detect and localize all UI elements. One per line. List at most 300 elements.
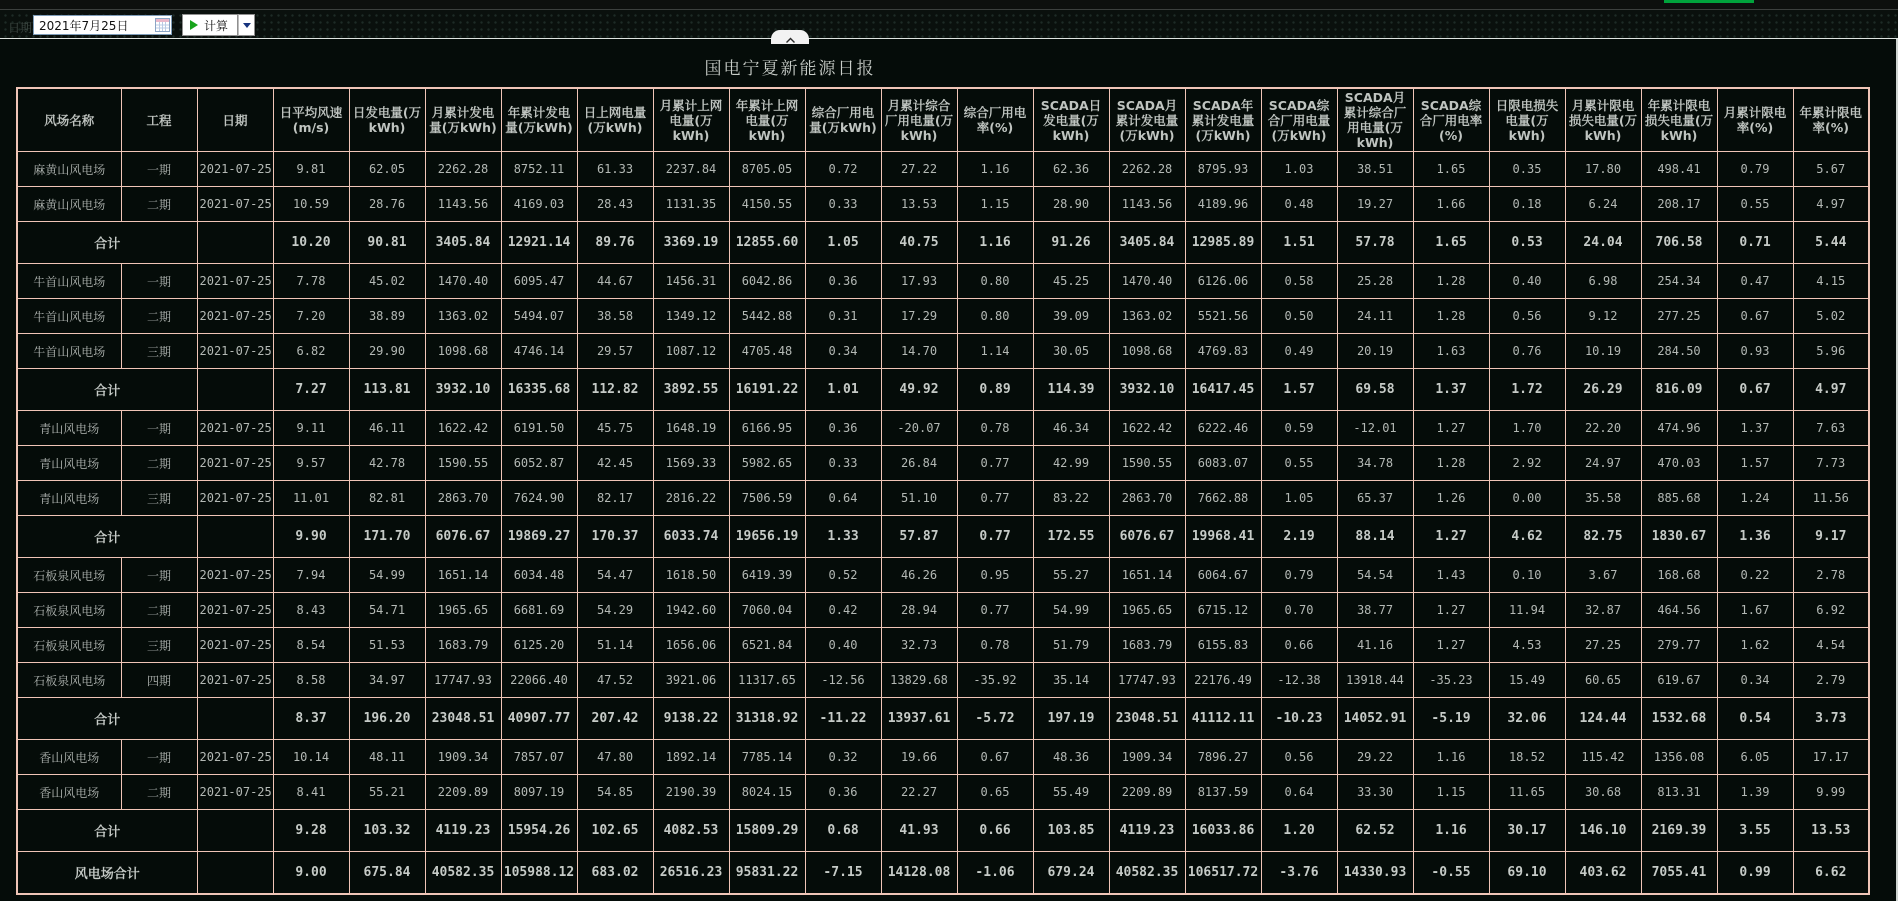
table-cell: 170.37: [577, 516, 653, 558]
table-cell: [197, 698, 273, 740]
table-cell: 44.67: [577, 264, 653, 299]
table-cell: 四期: [121, 663, 197, 698]
table-cell: 29.90: [349, 334, 425, 369]
table-cell: 2816.22: [653, 481, 729, 516]
table-cell: 9138.22: [653, 698, 729, 740]
table-cell: 1.20: [1261, 810, 1337, 852]
table-cell: -10.23: [1261, 698, 1337, 740]
table-cell: 4189.96: [1185, 187, 1261, 222]
table-cell: 1683.79: [1109, 628, 1185, 663]
table-cell: 0.33: [805, 446, 881, 481]
table-row: [17, 593, 1869, 628]
table-cell: 22066.40: [501, 663, 577, 698]
table-cell: 0.93: [1717, 334, 1793, 369]
table-cell: 1.27: [1413, 411, 1489, 446]
table-cell: 69.10: [1489, 852, 1565, 894]
table-cell: 19968.41: [1185, 516, 1261, 558]
table-cell: 40907.77: [501, 698, 577, 740]
table-cell: 1456.31: [653, 264, 729, 299]
table-cell: 41.93: [881, 810, 957, 852]
table-cell: 13.53: [881, 187, 957, 222]
table-cell: 一期: [121, 152, 197, 187]
table-cell: 3932.10: [1109, 369, 1185, 411]
table-cell: 3921.06: [653, 663, 729, 698]
table-cell: 61.33: [577, 152, 653, 187]
table-cell: 0.47: [1717, 264, 1793, 299]
table-cell: 4.53: [1489, 628, 1565, 663]
table-cell: 89.76: [577, 222, 653, 264]
table-cell: 16335.68: [501, 369, 577, 411]
table-cell: 1.24: [1717, 481, 1793, 516]
table-cell: 10.19: [1565, 334, 1641, 369]
table-cell: 4.97: [1793, 187, 1869, 222]
table-cell: 0.78: [957, 628, 1033, 663]
table-cell: 1648.19: [653, 411, 729, 446]
table-cell: 8.37: [273, 698, 349, 740]
table-cell: 168.68: [1641, 558, 1717, 593]
table-cell: 106517.72: [1185, 852, 1261, 894]
table-cell: 13829.68: [881, 663, 957, 698]
table-cell: 2021-07-25: [197, 411, 273, 446]
table-cell: 51.14: [577, 628, 653, 663]
calculate-dropdown-button[interactable]: [238, 14, 255, 36]
table-cell: 42.45: [577, 446, 653, 481]
table-cell: 1.37: [1413, 369, 1489, 411]
table-cell: 4.97: [1793, 369, 1869, 411]
table-cell: 5.44: [1793, 222, 1869, 264]
table-cell: 0.49: [1261, 334, 1337, 369]
table-cell: 5521.56: [1185, 299, 1261, 334]
table-cell: 8097.19: [501, 775, 577, 810]
table-cell: -12.38: [1261, 663, 1337, 698]
table-cell: 34.78: [1337, 446, 1413, 481]
table-cell: 11.56: [1793, 481, 1869, 516]
collapse-panel-tab[interactable]: [771, 30, 809, 44]
table-cell: 1363.02: [1109, 299, 1185, 334]
table-cell: 1.27: [1413, 593, 1489, 628]
table-cell: 4769.83: [1185, 334, 1261, 369]
table-cell: 4.54: [1793, 628, 1869, 663]
table-cell: 0.52: [805, 558, 881, 593]
table-cell: 17.17: [1793, 740, 1869, 775]
table-cell: 2021-07-25: [197, 663, 273, 698]
table-cell: 55.27: [1033, 558, 1109, 593]
table-cell: 1656.06: [653, 628, 729, 663]
table-cell: 0.55: [1717, 187, 1793, 222]
table-cell: 284.50: [1641, 334, 1717, 369]
table-cell: 105988.12: [501, 852, 577, 894]
column-header: 日平均风速(m/s): [273, 88, 349, 152]
table-cell: 1.57: [1717, 446, 1793, 481]
table-cell: 6033.74: [653, 516, 729, 558]
table-cell: 三期: [121, 481, 197, 516]
table-cell: 17.29: [881, 299, 957, 334]
table-row: [17, 411, 1869, 446]
column-header: 综合厂用电量(万kWh): [805, 88, 881, 152]
table-cell: 57.78: [1337, 222, 1413, 264]
table-cell: 8137.59: [1185, 775, 1261, 810]
table-cell: 9.28: [273, 810, 349, 852]
table-row: [17, 152, 1869, 187]
table-cell: [197, 810, 273, 852]
table-cell: 牛首山风电场: [17, 264, 121, 299]
header-row: [17, 88, 1869, 152]
subtotal-row: [17, 222, 1869, 264]
table-cell: 石板泉风电场: [17, 663, 121, 698]
table-cell: 合计: [17, 369, 197, 411]
table-cell: 1349.12: [653, 299, 729, 334]
table-cell: 498.41: [1641, 152, 1717, 187]
table-cell: 2.79: [1793, 663, 1869, 698]
column-header: SCADA月累计综合厂用电量(万kWh): [1337, 88, 1413, 152]
table-cell: 1651.14: [425, 558, 501, 593]
table-cell: 19.27: [1337, 187, 1413, 222]
table-cell: 4169.03: [501, 187, 577, 222]
table-cell: 牛首山风电场: [17, 334, 121, 369]
table-cell: 8024.15: [729, 775, 805, 810]
table-cell: 279.77: [1641, 628, 1717, 663]
table-cell: 2209.89: [425, 775, 501, 810]
date-value: 2021年7月25日: [39, 18, 129, 33]
table-cell: 46.11: [349, 411, 425, 446]
table-cell: 83.22: [1033, 481, 1109, 516]
table-cell: 6.82: [273, 334, 349, 369]
column-header: 日上网电量(万kWh): [577, 88, 653, 152]
table-cell: 5442.88: [729, 299, 805, 334]
table-row: [17, 187, 1869, 222]
table-cell: 4119.23: [1109, 810, 1185, 852]
table-cell: 0.80: [957, 264, 1033, 299]
table-cell: -0.55: [1413, 852, 1489, 894]
table-cell: 38.58: [577, 299, 653, 334]
table-cell: 0.42: [805, 593, 881, 628]
table-cell: 15.49: [1489, 663, 1565, 698]
table-cell: 3.73: [1793, 698, 1869, 740]
table-cell: 2.78: [1793, 558, 1869, 593]
table-cell: 45.75: [577, 411, 653, 446]
table-cell: 9.99: [1793, 775, 1869, 810]
table-cell: 54.54: [1337, 558, 1413, 593]
table-cell: 31318.92: [729, 698, 805, 740]
table-cell: 1.67: [1717, 593, 1793, 628]
table-cell: 6076.67: [1109, 516, 1185, 558]
table-cell: 54.99: [349, 558, 425, 593]
table-cell: 6.05: [1717, 740, 1793, 775]
table-cell: 9.90: [273, 516, 349, 558]
table-cell: 62.36: [1033, 152, 1109, 187]
table-cell: 1651.14: [1109, 558, 1185, 593]
table-cell: 10.59: [273, 187, 349, 222]
table-cell: 24.04: [1565, 222, 1641, 264]
table-cell: 0.58: [1261, 264, 1337, 299]
table-cell: 3405.84: [1109, 222, 1185, 264]
table-cell: 4082.53: [653, 810, 729, 852]
table-cell: 0.59: [1261, 411, 1337, 446]
table-cell: 青山风电场: [17, 446, 121, 481]
table-cell: 2021-07-25: [197, 264, 273, 299]
table-row: [17, 299, 1869, 334]
table-cell: 813.31: [1641, 775, 1717, 810]
table-cell: 2021-07-25: [197, 446, 273, 481]
table-cell: 0.10: [1489, 558, 1565, 593]
table-cell: [197, 222, 273, 264]
table-cell: 1.66: [1413, 187, 1489, 222]
table-cell: 0.34: [1717, 663, 1793, 698]
table-cell: 0.36: [805, 411, 881, 446]
table-cell: 48.11: [349, 740, 425, 775]
table-cell: 54.47: [577, 558, 653, 593]
table-cell: 1.62: [1717, 628, 1793, 663]
table-cell: 41.16: [1337, 628, 1413, 663]
table-cell: 20.19: [1337, 334, 1413, 369]
table-cell: -20.07: [881, 411, 957, 446]
table-cell: 0.22: [1717, 558, 1793, 593]
table-cell: 1.16: [1413, 740, 1489, 775]
table-cell: 5.67: [1793, 152, 1869, 187]
column-header: 综合厂用电率(%): [957, 88, 1033, 152]
table-cell: 18.52: [1489, 740, 1565, 775]
table-cell: 1087.12: [653, 334, 729, 369]
table-cell: 14330.93: [1337, 852, 1413, 894]
table-cell: 1942.60: [653, 593, 729, 628]
table-cell: 14.70: [881, 334, 957, 369]
table-cell: 40.75: [881, 222, 957, 264]
table-cell: 1.16: [1413, 810, 1489, 852]
table-cell: 22.20: [1565, 411, 1641, 446]
table-cell: 42.78: [349, 446, 425, 481]
table-cell: 1363.02: [425, 299, 501, 334]
column-header: 日限电损失电量(万kWh): [1489, 88, 1565, 152]
table-cell: 合计: [17, 222, 197, 264]
table-cell: 2169.39: [1641, 810, 1717, 852]
table-cell: -3.76: [1261, 852, 1337, 894]
table-cell: 3932.10: [425, 369, 501, 411]
table-cell: 1.15: [957, 187, 1033, 222]
table-cell: -5.19: [1413, 698, 1489, 740]
table-cell: -12.01: [1337, 411, 1413, 446]
table-cell: 403.62: [1565, 852, 1641, 894]
table-cell: 45.02: [349, 264, 425, 299]
table-cell: 22.27: [881, 775, 957, 810]
table-cell: 2863.70: [425, 481, 501, 516]
table-cell: 15954.26: [501, 810, 577, 852]
table-cell: 24.11: [1337, 299, 1413, 334]
table-cell: 0.64: [805, 481, 881, 516]
table-cell: 114.39: [1033, 369, 1109, 411]
table-cell: 9.12: [1565, 299, 1641, 334]
table-cell: 48.36: [1033, 740, 1109, 775]
column-header: 月累计限电率(%): [1717, 88, 1793, 152]
table-cell: 41112.11: [1185, 698, 1261, 740]
table-cell: 5494.07: [501, 299, 577, 334]
table-cell: 4119.23: [425, 810, 501, 852]
table-cell: 麻黄山风电场: [17, 187, 121, 222]
table-cell: 54.71: [349, 593, 425, 628]
table-cell: 6419.39: [729, 558, 805, 593]
table-cell: 14128.08: [881, 852, 957, 894]
table-cell: 51.79: [1033, 628, 1109, 663]
table-cell: 102.65: [577, 810, 653, 852]
table-cell: 二期: [121, 593, 197, 628]
table-cell: 17.93: [881, 264, 957, 299]
table-cell: 1.51: [1261, 222, 1337, 264]
table-cell: 二期: [121, 299, 197, 334]
table-cell: 8705.05: [729, 152, 805, 187]
table-cell: 57.87: [881, 516, 957, 558]
calculate-button-group: [182, 14, 255, 36]
table-cell: 6034.48: [501, 558, 577, 593]
table-cell: 一期: [121, 264, 197, 299]
table-cell: 26.84: [881, 446, 957, 481]
report-panel: [0, 39, 1898, 901]
table-cell: 2021-07-25: [197, 299, 273, 334]
table-cell: 16191.22: [729, 369, 805, 411]
table-cell: 1098.68: [1109, 334, 1185, 369]
table-cell: 0.56: [1261, 740, 1337, 775]
table-cell: 47.52: [577, 663, 653, 698]
table-cell: 5982.65: [729, 446, 805, 481]
table-cell: 1143.56: [1109, 187, 1185, 222]
table-cell: 196.20: [349, 698, 425, 740]
table-cell: 51.10: [881, 481, 957, 516]
table-cell: 0.40: [805, 628, 881, 663]
table-cell: 香山风电场: [17, 775, 121, 810]
table-cell: 0.78: [957, 411, 1033, 446]
table-cell: 13.53: [1793, 810, 1869, 852]
table-cell: 706.58: [1641, 222, 1717, 264]
table-cell: 55.21: [349, 775, 425, 810]
table-cell: 1.27: [1413, 628, 1489, 663]
table-cell: 1532.68: [1641, 698, 1717, 740]
table-cell: 6064.67: [1185, 558, 1261, 593]
table-cell: 0.64: [1261, 775, 1337, 810]
table-cell: 1965.65: [425, 593, 501, 628]
table-cell: 8.43: [273, 593, 349, 628]
table-cell: 6125.20: [501, 628, 577, 663]
table-cell: 1.65: [1413, 222, 1489, 264]
table-cell: 0.77: [957, 446, 1033, 481]
table-cell: 1.16: [957, 222, 1033, 264]
date-label: 日期: [8, 21, 33, 35]
table-cell: 683.02: [577, 852, 653, 894]
table-cell: 2021-07-25: [197, 187, 273, 222]
table-cell: 26516.23: [653, 852, 729, 894]
column-header: 年累计上网电量(万kWh): [729, 88, 805, 152]
subtotal-row: [17, 369, 1869, 411]
table-cell: -5.72: [957, 698, 1033, 740]
table-row: [17, 775, 1869, 810]
table-cell: 28.90: [1033, 187, 1109, 222]
column-header: SCADA月累计发电量(万kWh): [1109, 88, 1185, 152]
table-cell: 65.37: [1337, 481, 1413, 516]
table-cell: 1892.14: [653, 740, 729, 775]
table-cell: 1470.40: [1109, 264, 1185, 299]
calendar-icon[interactable]: [154, 17, 171, 33]
table-cell: 26.29: [1565, 369, 1641, 411]
subtotal-row: [17, 810, 1869, 852]
table-cell: 0.77: [957, 593, 1033, 628]
table-cell: 9.81: [273, 152, 349, 187]
table-cell: 7.78: [273, 264, 349, 299]
table-cell: 7506.59: [729, 481, 805, 516]
calculate-button[interactable]: [182, 14, 238, 36]
table-cell: 0.79: [1717, 152, 1793, 187]
table-cell: 3405.84: [425, 222, 501, 264]
table-cell: 0.80: [957, 299, 1033, 334]
table-cell: 1.36: [1717, 516, 1793, 558]
table-cell: 1.70: [1489, 411, 1565, 446]
table-cell: 2.92: [1489, 446, 1565, 481]
table-cell: 1.43: [1413, 558, 1489, 593]
table-cell: 二期: [121, 775, 197, 810]
table-cell: 一期: [121, 740, 197, 775]
chevron-down-icon: [243, 23, 251, 28]
table-cell: [197, 516, 273, 558]
chevron-up-icon: [785, 37, 796, 44]
table-cell: 23048.51: [1109, 698, 1185, 740]
table-cell: 8.54: [273, 628, 349, 663]
table-cell: 0.53: [1489, 222, 1565, 264]
table-cell: 2021-07-25: [197, 628, 273, 663]
column-header: 月累计综合厂用电量(万kWh): [881, 88, 957, 152]
table-cell: 0.71: [1717, 222, 1793, 264]
table-cell: 0.66: [957, 810, 1033, 852]
play-icon: [190, 20, 198, 30]
column-header: 月累计限电损失电量(万kWh): [1565, 88, 1641, 152]
table-cell: 6.62: [1793, 852, 1869, 894]
table-cell: 6.24: [1565, 187, 1641, 222]
table-cell: 38.51: [1337, 152, 1413, 187]
table-cell: 2021-07-25: [197, 334, 273, 369]
table-cell: 0.36: [805, 775, 881, 810]
column-header: 月累计上网电量(万kWh): [653, 88, 729, 152]
table-cell: 197.19: [1033, 698, 1109, 740]
table-cell: 49.92: [881, 369, 957, 411]
table-cell: 17.80: [1565, 152, 1641, 187]
table-cell: 0.54: [1717, 698, 1793, 740]
table-cell: 0.99: [1717, 852, 1793, 894]
table-cell: 40582.35: [425, 852, 501, 894]
table-cell: 0.70: [1261, 593, 1337, 628]
table-cell: 0.77: [957, 516, 1033, 558]
table-cell: 103.85: [1033, 810, 1109, 852]
table-cell: 0.95: [957, 558, 1033, 593]
table-cell: 11.65: [1489, 775, 1565, 810]
table-cell: 0.33: [805, 187, 881, 222]
date-input[interactable]: [33, 15, 172, 35]
table-cell: 1.27: [1413, 516, 1489, 558]
table-cell: 7624.90: [501, 481, 577, 516]
table-cell: 4705.48: [729, 334, 805, 369]
table-cell: 一期: [121, 558, 197, 593]
table-cell: 7662.88: [1185, 481, 1261, 516]
table-cell: 30.68: [1565, 775, 1641, 810]
column-header: 日发电量(万kWh): [349, 88, 425, 152]
table-cell: 1.28: [1413, 446, 1489, 481]
table-cell: 82.17: [577, 481, 653, 516]
table-cell: 1.15: [1413, 775, 1489, 810]
table-cell: 9.57: [273, 446, 349, 481]
table-cell: 679.24: [1033, 852, 1109, 894]
table-cell: 二期: [121, 446, 197, 481]
table-cell: 885.68: [1641, 481, 1717, 516]
table-cell: 22176.49: [1185, 663, 1261, 698]
table-cell: 0.72: [805, 152, 881, 187]
table-cell: 4.62: [1489, 516, 1565, 558]
table-cell: 3892.55: [653, 369, 729, 411]
table-cell: 54.85: [577, 775, 653, 810]
table-cell: 32.73: [881, 628, 957, 663]
